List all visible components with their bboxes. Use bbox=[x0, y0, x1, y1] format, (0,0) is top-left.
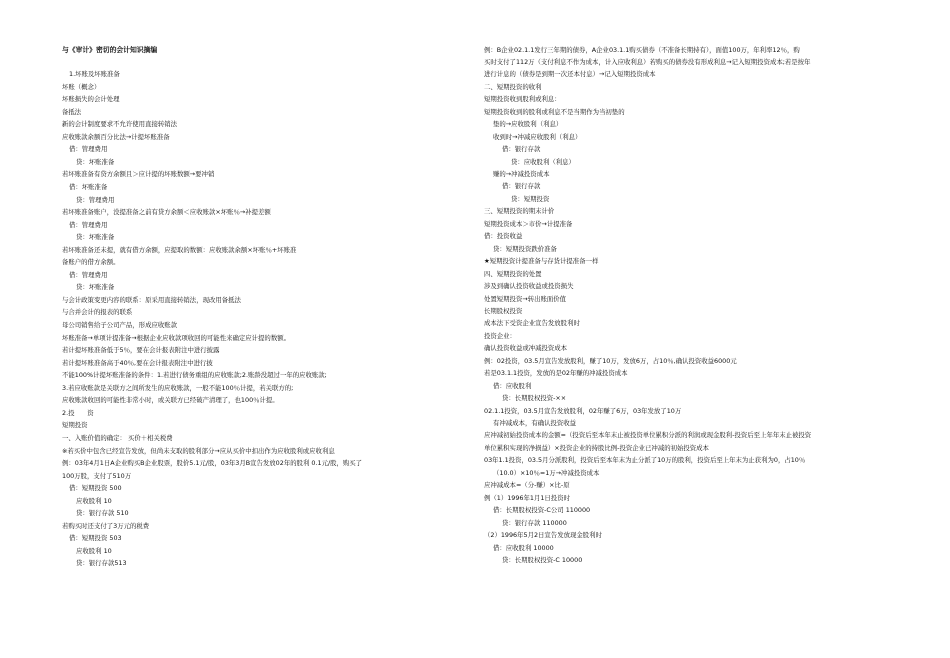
right-text-line: 进行计息的（债券是到期一次还本付息）→记入短期投资成本 bbox=[484, 70, 656, 79]
right-text-line: 收到时→冲减应收股利（利息） bbox=[493, 132, 582, 141]
left-text-line: 与合并会计的报表的联系 bbox=[62, 308, 133, 317]
right-text-line: 借：长期股权投资-C公司 110000 bbox=[493, 506, 591, 515]
right-text-line: 三、短期投资的期末计价 bbox=[484, 207, 555, 216]
left-text-line: 若坏账准备有贷方余额且＞应计提的坏账数额→要冲销 bbox=[62, 170, 215, 179]
left-text-line: 与会计政策变更内容的联系：原采用直接转销法，现改用备抵法 bbox=[62, 295, 241, 304]
left-text-line: 应收股利 10 bbox=[76, 546, 112, 555]
left-text-line: 借：坏账准备 bbox=[69, 182, 108, 191]
document-title: 与《审计》密切的会计知识摘编 bbox=[62, 46, 158, 54]
left-text-line: 贷：银行存款 510 bbox=[76, 509, 129, 518]
left-text-line: 短期投资 bbox=[62, 421, 88, 430]
right-text-line: 03年1.1投资，03.5月分派股利，投资后至本年末为止分派了10万的股利，投资后至上年末为止获利为0，占10％ bbox=[484, 456, 806, 465]
right-text-line: 例：B企业02.1.1发行三年期的债券，A企业03.1.1购买债券（不准备长期持有），面值100万，年利率12％，购 bbox=[484, 45, 800, 54]
left-text-line: 贷：管理费用 bbox=[76, 195, 115, 204]
right-text-line: 贷：应收股利（利息） bbox=[511, 157, 575, 166]
left-text-line: 不能100%计提坏账准备的条件：1.若进行债务重组的应收账款;2.账龄没超过一年的应收账款; bbox=[62, 371, 327, 380]
left-text-line: 借：短期投资 503 bbox=[69, 534, 122, 543]
left-text-line: 借：管理费用 bbox=[69, 220, 108, 229]
right-text-line: 02.1.1投资，03.5月宣告发放股利，02年赚了6万，03年发放了10万 bbox=[484, 406, 682, 415]
left-text-line: 若购买时还支付了3万元的税费 bbox=[62, 521, 150, 530]
right-text-line: 借：银行存款 bbox=[502, 182, 541, 191]
right-text-line: 二、短期投资的收利 bbox=[484, 82, 542, 91]
right-text-line: 借：银行存款 bbox=[502, 145, 541, 154]
left-text-line: 新的会计制度要求不允许使用直接转销法 bbox=[62, 120, 178, 129]
left-text-line: 贷：坏账准备 bbox=[76, 233, 115, 242]
right-text-line: 应冲减成本=（分-赚）×比-原 bbox=[484, 481, 570, 490]
left-text-line: 借：管理费用 bbox=[69, 145, 108, 154]
right-text-line: 贷：短期投资跌价准备 bbox=[493, 244, 557, 253]
right-text-line: 赚的→冲减投资成本 bbox=[493, 170, 550, 178]
left-text-line: 借：管理费用 bbox=[69, 270, 108, 279]
left-text-line: 一、入账价值的确定： 买价＋相关税费 bbox=[62, 433, 173, 442]
right-text-line: 确认投资收益或冲减投资成本 bbox=[484, 344, 568, 353]
right-text-line: 借：投资收益 bbox=[484, 232, 523, 241]
right-text-line: 短期投资收到的股利或利息不是当期作为当初垫的 bbox=[484, 107, 625, 116]
left-text-line: 应收股利 10 bbox=[76, 496, 112, 505]
right-text-line: 单位累积实现的净损益）×投资企业的持股比例-投资企业已冲减的初始投资成本 bbox=[484, 443, 709, 452]
left-text-line: 备抵法 bbox=[62, 107, 82, 116]
right-text-line: 四、短期投资的处置 bbox=[484, 269, 542, 278]
left-text-line: 若计提坏账准备高于40％,要在会计报表附注中进行披 bbox=[62, 358, 213, 367]
left-text-line: 坏账准备→单项计提准备→根据企业应收款项收回的可能性来确定应计提的数额。 bbox=[62, 333, 290, 342]
left-text-line: 贷：银行存款513 bbox=[76, 559, 127, 568]
left-text-line: 贷：坏账准备 bbox=[76, 157, 115, 166]
right-text-line: 有冲减成本，有确认投资收益 bbox=[493, 419, 577, 427]
right-text-line: 成本法下受资企业宣告发放股利时 bbox=[484, 319, 580, 328]
right-text-line: 短期投资收到股利或利息： bbox=[484, 95, 561, 104]
left-text-line: 坏账损失的会计处理 bbox=[62, 95, 120, 104]
left-text-line: 若坏账准备账户，没提准备之前有贷方余额＜应收账款×坏账％→补提差额 bbox=[62, 208, 271, 217]
left-text-line: 1.坏账及坏账准备 bbox=[69, 70, 120, 78]
right-text-line: 贷：银行存款 110000 bbox=[502, 518, 567, 527]
right-text-line: 贷：长期股权投资-×× bbox=[502, 394, 567, 403]
right-text-line: 买时支付了112万（支付利息不作为成本，计入应收利息）若购买的债券没有形成利息→记入短期投资成本;若是按年 bbox=[484, 57, 811, 66]
left-text-line: 例：03年4月1日A企业购买B企业股票，股价5.1元/股，03年3月B宣告发放02年的股利 0.1元/股，购买了 bbox=[62, 459, 363, 468]
right-text-line: 短期投资成本＞市价→计提准备 bbox=[484, 219, 573, 228]
right-text-line: （2）1996年5月2日宣告发放现金股利时 bbox=[484, 531, 602, 540]
right-text-line: 投资企业： bbox=[484, 331, 516, 340]
left-text-line: 母公司销售给子公司产品，形成应收账款 bbox=[62, 321, 178, 329]
right-text-line: 处置短期投资→转出账面价值 bbox=[484, 294, 567, 303]
left-text-line: 若坏账准备还未提，就有借方余额，应提取的数额：应收账款余额×坏账％+坏账准 bbox=[62, 245, 297, 254]
left-text-line: 应收账款收回的可能性非常小时，或关联方已经破产清理了，也100％计提。 bbox=[62, 396, 279, 405]
right-text-line: 借：应收股利 10000 bbox=[493, 543, 554, 552]
right-text-line: 垫的→应收股利（利息） bbox=[493, 120, 563, 129]
right-text-line: 若是03.1.1投资，发放的是02年赚的冲减投资成本 bbox=[484, 369, 628, 378]
left-text-line: 2.投 资 bbox=[62, 408, 94, 417]
right-text-line: 借：应收股利 bbox=[493, 381, 532, 390]
right-text-line: 例（1）1996年1月1日投资时 bbox=[484, 493, 570, 502]
right-text-line: 长期股权投资 bbox=[484, 306, 523, 315]
left-text-line: 坏账（概念） bbox=[62, 82, 101, 91]
left-text-line: 备账户的借方余额。 bbox=[62, 258, 120, 267]
left-text-line: 借：短期投资 500 bbox=[69, 484, 122, 493]
right-text-line: 例：02投资，03.5月宣告发放股利，赚了10万，发放6万，占10％,确认投资收益6000元 bbox=[484, 356, 737, 365]
left-text-line: 应收账款余额百分比法→计提坏账准备 bbox=[62, 132, 170, 141]
left-text-line: 若计提坏账准备低于5％，要在会计报表附注中进行披露 bbox=[62, 346, 220, 355]
right-text-line: 涉及到确认投资收益或投资损失 bbox=[484, 282, 574, 291]
right-text-line: 应冲减初始投资成本的金额=（投资后至本年末止被投资单位累积分派的利润或现金股利-投资后至上年年末止被投资 bbox=[484, 431, 812, 440]
left-text-line: 3.若应收账款是关联方之间所发生的应收账款，一般不能100％计提，若关联方的; bbox=[62, 383, 294, 392]
left-text-line: ※若买价中包含已经宣告发放，但尚未支取的股利部分→应从买价中扣出作为应收股利或应收利息 bbox=[62, 446, 335, 455]
right-text-line: 贷：长期股权投资-C 10000 bbox=[502, 555, 583, 564]
left-text-line: 100万股，支付了510万 bbox=[62, 471, 132, 480]
left-text-line: 贷：坏账准备 bbox=[76, 283, 115, 292]
right-text-line: 贷：短期投资 bbox=[511, 194, 550, 203]
right-text-line: （10.0）×10％=1万→冲减投资成本 bbox=[493, 468, 600, 477]
right-text-line: ★短期投资计提准备与存货计提准备一样 bbox=[484, 257, 599, 266]
